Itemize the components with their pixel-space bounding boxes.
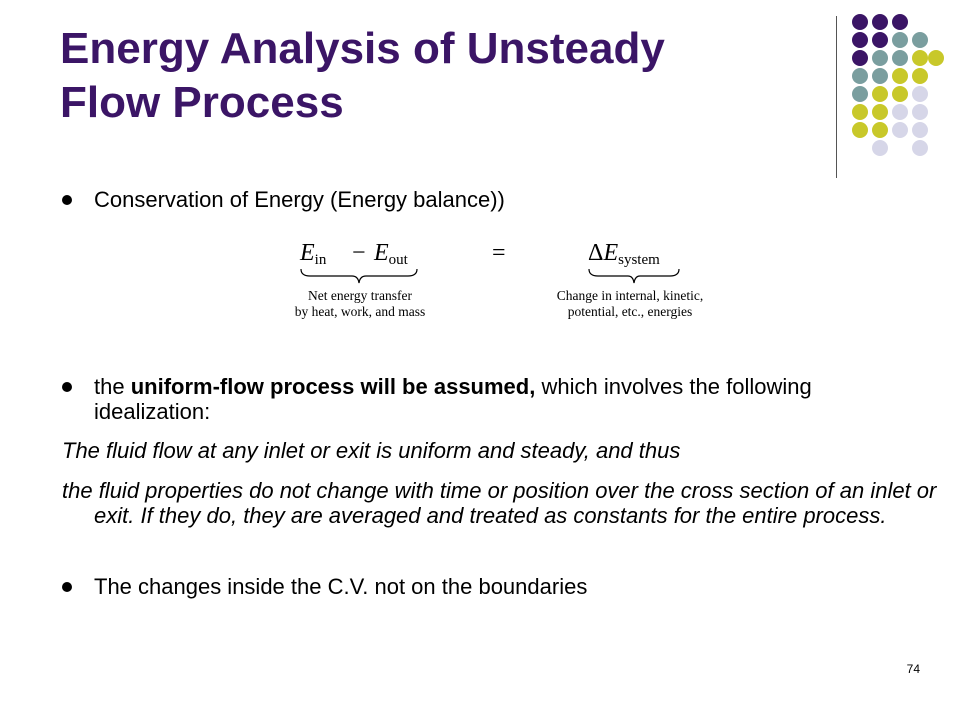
decorative-dot: [872, 86, 888, 102]
decorative-dot: [872, 68, 888, 84]
decorative-dot: [892, 50, 908, 66]
decorative-dot: [872, 50, 888, 66]
decorative-dot: [892, 32, 908, 48]
decorative-dot: [852, 104, 868, 120]
decorative-dot: [852, 14, 868, 30]
decorative-dot: [872, 32, 888, 48]
decorative-dot: [892, 68, 908, 84]
decorative-dot: [892, 14, 908, 30]
decorative-dot: [852, 122, 868, 138]
bullet-icon: [62, 582, 72, 592]
decorative-divider: [836, 16, 837, 178]
decorative-dot: [852, 86, 868, 102]
underbrace-right: [588, 268, 680, 284]
energy-balance-equation: [270, 232, 740, 332]
slide-title-line1: Energy Analysis of Unsteady: [60, 24, 665, 73]
decorative-dot: [872, 140, 888, 156]
decorative-dot: [852, 50, 868, 66]
bullet-text: The changes inside the C.V. not on the boundaries: [94, 574, 588, 599]
decorative-dot: [912, 50, 928, 66]
page-number: 74: [906, 662, 920, 676]
equation-e-out: Eout: [374, 240, 408, 268]
slide-title: [60, 22, 820, 130]
decorative-dot: [912, 104, 928, 120]
equation-label-left: Net energy transfer by heat, work, and mass: [294, 288, 426, 319]
decorative-dot: [912, 68, 928, 84]
decorative-dot: [892, 104, 908, 120]
decorative-dot: [852, 32, 868, 48]
bullet-icon: [62, 195, 72, 205]
idealization-paragraph-1: The fluid flow at any inlet or exit is uniform and steady, and thus: [62, 438, 681, 463]
decorative-dot: [912, 86, 928, 102]
bullet-conservation: [62, 187, 902, 212]
bullet-changes-inside-cv: [62, 574, 902, 599]
decorative-dot: [892, 86, 908, 102]
decorative-dot: [872, 104, 888, 120]
equation-equals: =: [492, 240, 506, 266]
bullet-text: the uniform-flow process will be assumed, which involves the following idealization:: [94, 374, 812, 424]
decorative-dot: [912, 140, 928, 156]
equation-minus: −: [352, 240, 366, 266]
bullet-uniform-flow: [62, 374, 902, 424]
equation-e-in: Ein: [300, 240, 327, 268]
decorative-dot: [872, 14, 888, 30]
decorative-dot: [872, 122, 888, 138]
decorative-dot: [852, 68, 868, 84]
idealization-paragraph-2: the fluid properties do not change with time or position over the cross section of an inlet or exit. If they do, they are averaged and treated as constants for the entire process.: [62, 478, 937, 528]
slide-title-line2: Flow Process: [60, 78, 344, 127]
equation-label-right: Change in internal, kinetic, potential, etc., energies: [556, 288, 704, 319]
decorative-dot: [912, 122, 928, 138]
bullet-icon: [62, 382, 72, 392]
equation-delta-e-system: ΔEsystem: [588, 240, 660, 268]
bullet-text: Conservation of Energy (Energy balance)): [94, 187, 505, 212]
decorative-dot: [912, 32, 928, 48]
decorative-dot: [928, 50, 944, 66]
underbrace-left: [300, 268, 418, 284]
decorative-dot: [892, 122, 908, 138]
